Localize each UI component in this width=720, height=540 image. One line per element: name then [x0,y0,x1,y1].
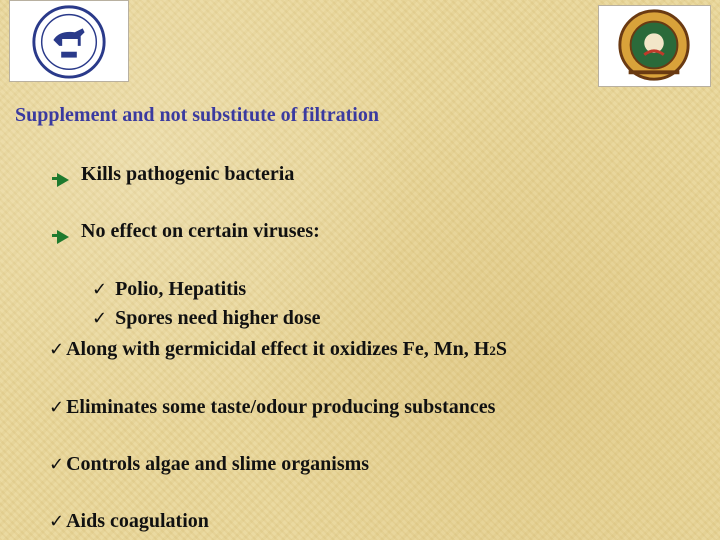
check-icon: ✓ [49,397,65,418]
check-item: ✓ Aids coagulation [49,510,209,532]
check-icon: ✓ [49,454,65,475]
check-icon: ✓ [49,339,65,360]
slide-heading: Supplement and not substitute of filtration [15,104,379,126]
bullet-item: No effect on certain viruses: [52,220,320,246]
institute-emblem-logo [9,0,129,82]
check-icon: ✓ [49,511,65,532]
check-item: ✓ Along with germicidal effect it oxidizes Fe, Mn, H 2 S [49,338,507,360]
arrow-bullet-icon [52,169,81,189]
sub-bullet-item: ✓ Polio, Hepatitis [92,278,247,300]
sub-bullet-item: ✓ Spores need higher dose [92,307,321,329]
college-seal-icon [599,6,710,86]
check-icon: ✓ [92,308,108,329]
college-seal-logo [598,5,711,87]
bullet-item: Kills pathogenic bacteria [52,163,294,189]
check-item: ✓ Eliminates some taste/odour producing substances [49,396,496,418]
cow-emblem-icon [10,1,128,81]
check-icon: ✓ [92,279,108,300]
arrow-bullet-icon [52,226,81,246]
check-item: ✓ Controls algae and slime organisms [49,453,370,475]
